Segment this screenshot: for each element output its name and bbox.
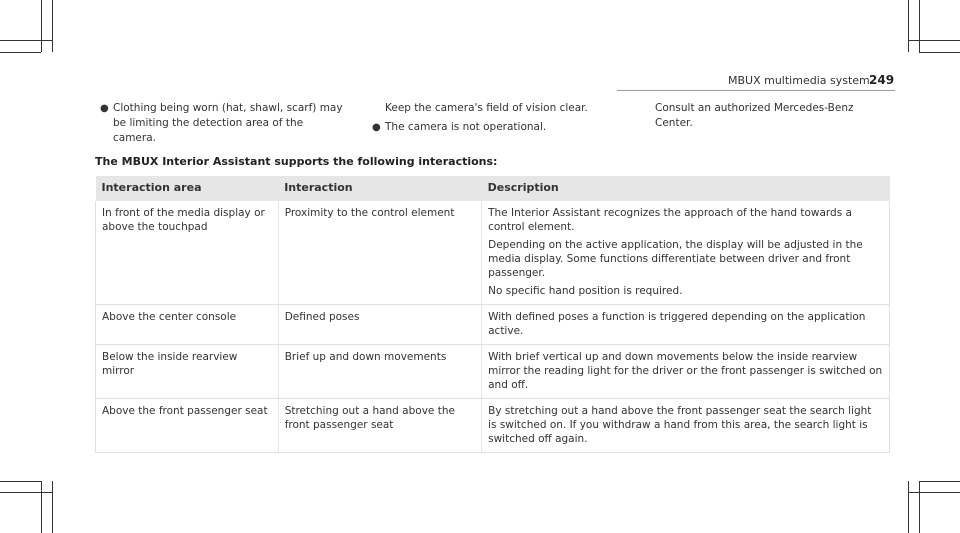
bullet-icon: ● <box>100 103 109 114</box>
crop-mark <box>919 481 920 533</box>
table-cell: Above the front passenger seat <box>96 399 279 453</box>
instruction-text: Keep the camera's field of vision clear. <box>385 102 588 114</box>
bullet-icon: ● <box>372 122 381 133</box>
crop-mark <box>919 481 960 482</box>
crop-mark <box>0 52 41 53</box>
bullet-text: The camera is not operational. <box>385 121 547 133</box>
table-row <box>96 201 890 305</box>
table-cell <box>482 305 890 345</box>
bullet-text: Clothing being worn (hat, shawl, scarf) may be limiting the detection area of the camera. <box>113 102 343 144</box>
column-3 <box>655 101 890 131</box>
column-header: Interaction <box>278 176 481 201</box>
crop-mark <box>41 0 42 52</box>
table-row <box>96 399 890 453</box>
interactions-table <box>95 176 890 453</box>
crop-mark <box>908 0 909 52</box>
table-cell: Stretching out a hand above the front passenger seat <box>278 399 481 453</box>
crop-mark <box>0 492 52 493</box>
crop-mark <box>919 0 920 52</box>
table-cell: Proximity to the control element <box>278 201 481 305</box>
running-header-title: MBUX multimedia system <box>728 74 870 87</box>
crop-mark <box>908 492 960 493</box>
header-rule <box>617 90 895 91</box>
crop-mark <box>41 481 42 533</box>
description-text: No specific hand position is required. <box>488 285 683 297</box>
crop-mark <box>908 40 960 41</box>
table-cell: Defined poses <box>278 305 481 345</box>
crop-mark <box>0 40 52 41</box>
table-cell: Brief up and down movements <box>278 345 481 399</box>
column-header: Description <box>482 176 890 201</box>
column-2 <box>372 101 617 135</box>
table-cell <box>482 345 890 399</box>
crop-mark <box>52 481 53 533</box>
crop-mark <box>908 481 909 533</box>
table-cell: Above the center console <box>96 305 279 345</box>
table-header-row <box>96 176 890 201</box>
crop-mark <box>919 52 960 53</box>
crop-mark <box>52 0 53 52</box>
description-text: Depending on the active application, the display will be adjusted in the media display. Some functions differentiate between driver and front passenger. <box>488 239 863 279</box>
table-cell <box>482 201 890 305</box>
bullet-item <box>372 120 617 135</box>
table-cell: In front of the media display or above the touchpad <box>96 201 279 305</box>
column-1 <box>100 101 345 146</box>
table-cell: Below the inside rearview mirror <box>96 345 279 399</box>
table-row <box>96 345 890 399</box>
page-number: 249 <box>869 73 895 87</box>
section-intro: The MBUX Interior Assistant supports the following interactions: <box>95 155 498 168</box>
crop-mark <box>0 481 41 482</box>
description-text: With defined poses a function is triggered depending on the application active. <box>488 311 866 337</box>
column-header: Interaction area <box>96 176 279 201</box>
instruction-text: Consult an authorized Mercedes-Benz Center. <box>655 102 854 129</box>
table-cell <box>482 399 890 453</box>
description-text: With brief vertical up and down movements below the inside rearview mirror the reading light for the driver or the front passenger is switched on and off. <box>488 351 883 391</box>
description-text: The Interior Assistant recognizes the approach of the hand towards a control element. <box>488 207 852 233</box>
bullet-item <box>100 101 345 146</box>
table-row <box>96 305 890 345</box>
description-text: By stretching out a hand above the front passenger seat the search light is switched on. If you withdraw a hand from this area, the search light is switched off again. <box>488 405 872 445</box>
